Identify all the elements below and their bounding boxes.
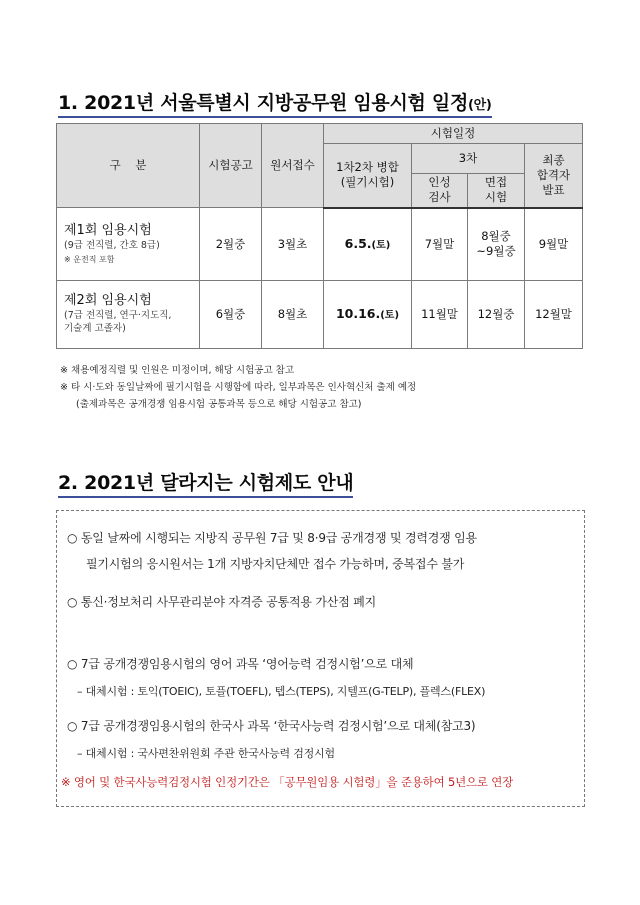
row-subtitle: (7급 전직렬, 연구·지도직, 기술계 고졸자): [64, 310, 172, 334]
exam-date: 10.16.: [335, 306, 381, 322]
row-name: 제1회 임용시험: [64, 222, 152, 238]
changes-box: [56, 510, 585, 807]
header-personality: 인성 검사: [412, 174, 468, 208]
table-row: [57, 208, 583, 281]
section1-title-suffix: (안): [468, 98, 492, 113]
change-item-cont: 필기시험의 응시원서는 1개 지방자치단체만 접수 가능하며, 중복접수 불가: [86, 557, 465, 571]
note-line: (출제과목은 공개경쟁 임용시험 공통과목 등으로 해당 시험공고 참고): [76, 399, 362, 410]
section2-title: 2. 2021년 달라지는 시험제도 안내: [58, 468, 353, 498]
cell-apply: 3월초: [262, 208, 324, 281]
table-row: [57, 281, 583, 349]
exam-dow: (토): [371, 240, 391, 252]
cell-apply: 8월초: [262, 281, 324, 349]
cell-final: 9월말: [525, 208, 583, 281]
change-item: ○ 7급 공개경쟁임용시험의 한국사 과목 ‘한국사능력 검정시험’으로 대체(참고3): [67, 719, 476, 733]
note-line: ※ 타 시·도와 동일날짜에 필기시험을 시행함에 따라, 일부과목은 인사혁신처 출제 예정: [60, 382, 417, 393]
header-apply: 원서접수: [262, 124, 324, 208]
row-note: ※ 운전직 포함: [64, 254, 115, 264]
change-item: ○ 7급 공개경쟁임용시험의 영어 과목 ‘영어능력 검정시험’으로 대체: [67, 657, 414, 671]
extension-note: ※ 영어 및 한국사능력검정시험 인정기간은 「공무원임용 시험령」을 준용하여 5년으로 연장: [61, 775, 514, 789]
header-category: 구 분: [57, 124, 200, 208]
header-interview: 면접 시험: [468, 174, 525, 208]
exam-schedule-table: [56, 123, 583, 349]
section1-title: [58, 88, 492, 118]
header-schedule: 시험일정: [324, 124, 583, 144]
cell-personality: 7월말: [412, 208, 468, 281]
change-subitem: – 대체시험 : 토익(TOEIC), 토플(TOEFL), 텝스(TEPS), 지텔프(G-TELP), 플렉스(FLEX): [77, 685, 486, 698]
cell-exam-date: [324, 281, 412, 349]
note-line: ※ 채용예정직렬 및 인원은 미정이며, 해당 시험공고 참고: [60, 365, 295, 376]
change-item: ○ 통신·정보처리 사무관리분야 자격증 공통적용 가산점 폐지: [67, 595, 376, 609]
cell-exam-date: [324, 208, 412, 281]
header-announce: 시험공고: [200, 124, 262, 208]
row-name-cell: [57, 208, 200, 281]
header-final: 최종 합격자 발표: [525, 144, 583, 208]
row-name: 제2회 임용시험: [64, 293, 152, 309]
cell-announce: 2월중: [200, 208, 262, 281]
cell-announce: 6월중: [200, 281, 262, 349]
row-subtitle: (9급 전직렬, 간호 8급): [64, 239, 160, 251]
section1-title-main: 1. 2021년 서울특별시 지방공무원 임용시험 일정: [58, 92, 469, 114]
change-subitem: – 대체시험 : 국사편찬위원회 주관 한국사능력 검정시험: [77, 747, 335, 760]
exam-dow: (토): [380, 310, 400, 322]
table-notes: [60, 362, 416, 413]
cell-final: 12월말: [525, 281, 583, 349]
header-combined: 1차2차 병합 (필기시험): [324, 144, 412, 208]
exam-date: 6.5.: [344, 236, 372, 252]
row-name-cell: [57, 281, 200, 349]
header-stage3: 3차: [412, 144, 525, 174]
cell-interview: 8월중 ~9월중: [468, 208, 525, 281]
cell-personality: 11월말: [412, 281, 468, 349]
cell-interview: 12월중: [468, 281, 525, 349]
change-item: ○ 동일 날짜에 시행되는 지방직 공무원 7급 및 8·9급 공개경쟁 및 경력경쟁 임용: [67, 531, 477, 545]
